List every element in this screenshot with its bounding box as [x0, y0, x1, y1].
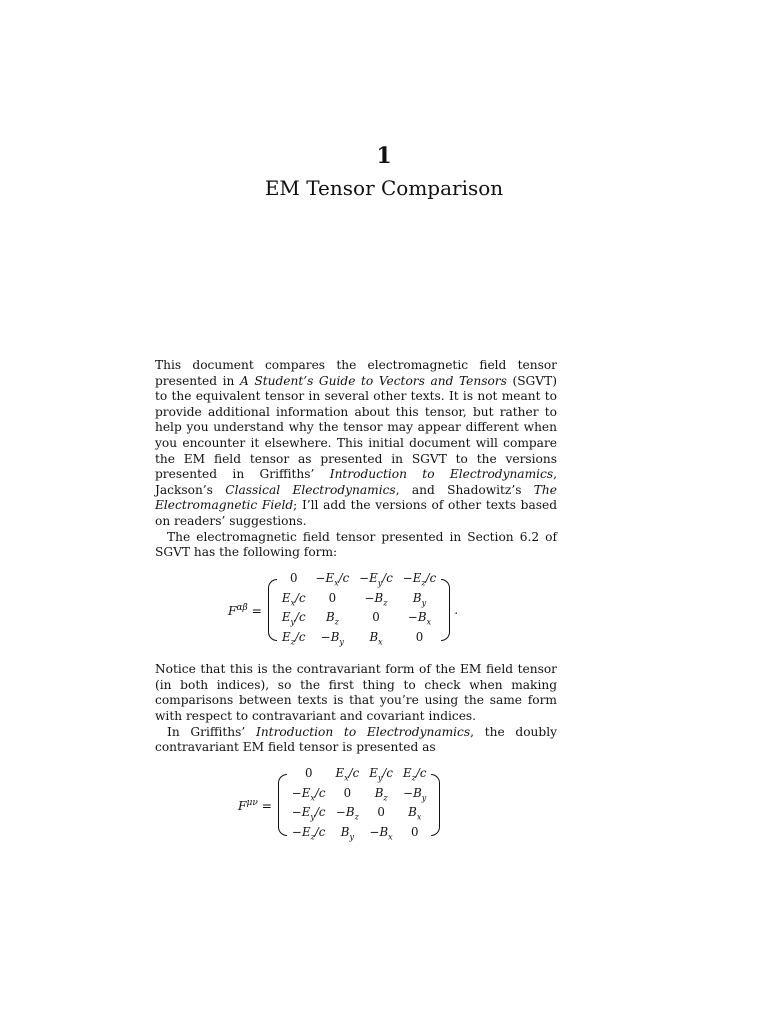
- matrix-cell: 0: [343, 785, 352, 800]
- matrix-cell: $B_z$: [374, 785, 388, 802]
- equation-lhs: $F^{\mu\nu}$ =: [238, 798, 272, 814]
- matrix-cell: 0: [415, 630, 424, 645]
- matrix-cell: 0: [328, 590, 337, 605]
- matrix-cell: $-B_y$: [320, 630, 344, 647]
- matrix-cell: $B_z$: [325, 610, 339, 627]
- matrix-cell: $E_z/c$: [282, 630, 306, 647]
- equation-period: .: [454, 602, 459, 617]
- griffiths-paragraph: In Griffiths’ Introduction to Electrodynamics, the doubly contravariant EM field tensor is presented as: [155, 724, 557, 755]
- matrix-cell: 0: [377, 805, 385, 820]
- sgvt-paragraph: The electromagnetic field tensor presented in Section 6.2 of SGVT has the following form:: [155, 529, 557, 560]
- right-paren: [441, 579, 450, 641]
- left-paren: [278, 774, 287, 836]
- griffiths-tensor-equation: [238, 766, 557, 845]
- matrix-row: [277, 630, 441, 650]
- chapter-number: 1: [376, 143, 392, 169]
- matrix-cell: $B_y$: [412, 590, 427, 607]
- matrix-cell: $E_y/c$: [369, 765, 394, 783]
- matrix-cell: 0: [410, 825, 419, 840]
- matrix-cell: $-B_z$: [364, 590, 388, 607]
- matrix-cell: $E_x/c$: [281, 590, 306, 607]
- equation-lhs: $F^{\alpha\beta}$ =: [228, 603, 262, 619]
- chapter-title: EM Tensor Comparison: [264, 176, 504, 200]
- matrix-cell: $B_x$: [369, 630, 383, 647]
- matrix-cell: $-E_x/c$: [291, 785, 326, 802]
- intro-paragraph: This document compares the electromagnetic field tensor presented in A Student’s Guide to Vectors and Tensors (SGVT) to the equivalent tensor in several other texts. It is not meant to provide additional information about this tensor, but rather to help you understand why the tensor may appear different when you encounter it elsewhere. This initial document will compare the EM field tensor as presented in SGVT to the versions presented in Griffiths’ Introduction to Electrodynamics, Jackson’s Classical Electrodynamics, and Shadowitz’s The Electromagnetic Field; I’ll add the versions of other texts based on readers’ suggestions.: [155, 358, 558, 528]
- matrix-cell: $-E_y/c$: [359, 570, 393, 588]
- document-body: [155, 358, 557, 857]
- matrix-row: [287, 825, 432, 845]
- matrix-cell: $-E_z/c$: [402, 570, 437, 588]
- sgvt-tensor-equation: [228, 571, 557, 650]
- matrix-row: [287, 805, 432, 825]
- matrix-cell: $-B_y$: [403, 785, 427, 802]
- tensor-matrix: [287, 766, 432, 845]
- matrix-row: [277, 571, 441, 591]
- matrix-cell: $E_y/c$: [281, 610, 306, 627]
- matrix-cell: $-E_x/c$: [315, 570, 350, 588]
- matrix-row: [277, 591, 441, 611]
- tensor-matrix: [277, 571, 441, 650]
- right-paren: [431, 774, 440, 836]
- matrix-cell: $B_y$: [340, 825, 354, 842]
- matrix-cell: 0: [372, 610, 380, 625]
- matrix-cell: 0: [304, 765, 313, 780]
- matrix-cell: 0: [289, 570, 298, 585]
- matrix-row: [287, 786, 432, 806]
- contravariant-paragraph: Notice that this is the contravariant form of the EM field tensor (in both indices), so the first thing to check when making comparisons between texts is that you’re using the same form with respect to contravariant and covariant indices.: [155, 662, 557, 723]
- matrix-cell: $-B_x$: [369, 825, 393, 842]
- matrix-cell: $-E_z/c$: [292, 825, 326, 842]
- matrix-cell: $-B_x$: [407, 610, 432, 627]
- matrix-cell: $-B_z$: [336, 805, 359, 822]
- matrix-cell: $E_z/c$: [403, 765, 427, 783]
- matrix-cell: $E_x/c$: [335, 765, 360, 783]
- matrix-cell: $B_x$: [408, 805, 422, 822]
- matrix-row: [277, 610, 441, 630]
- left-paren: [268, 579, 277, 641]
- matrix-cell: $-E_y/c$: [291, 805, 326, 822]
- matrix-row: [287, 766, 432, 786]
